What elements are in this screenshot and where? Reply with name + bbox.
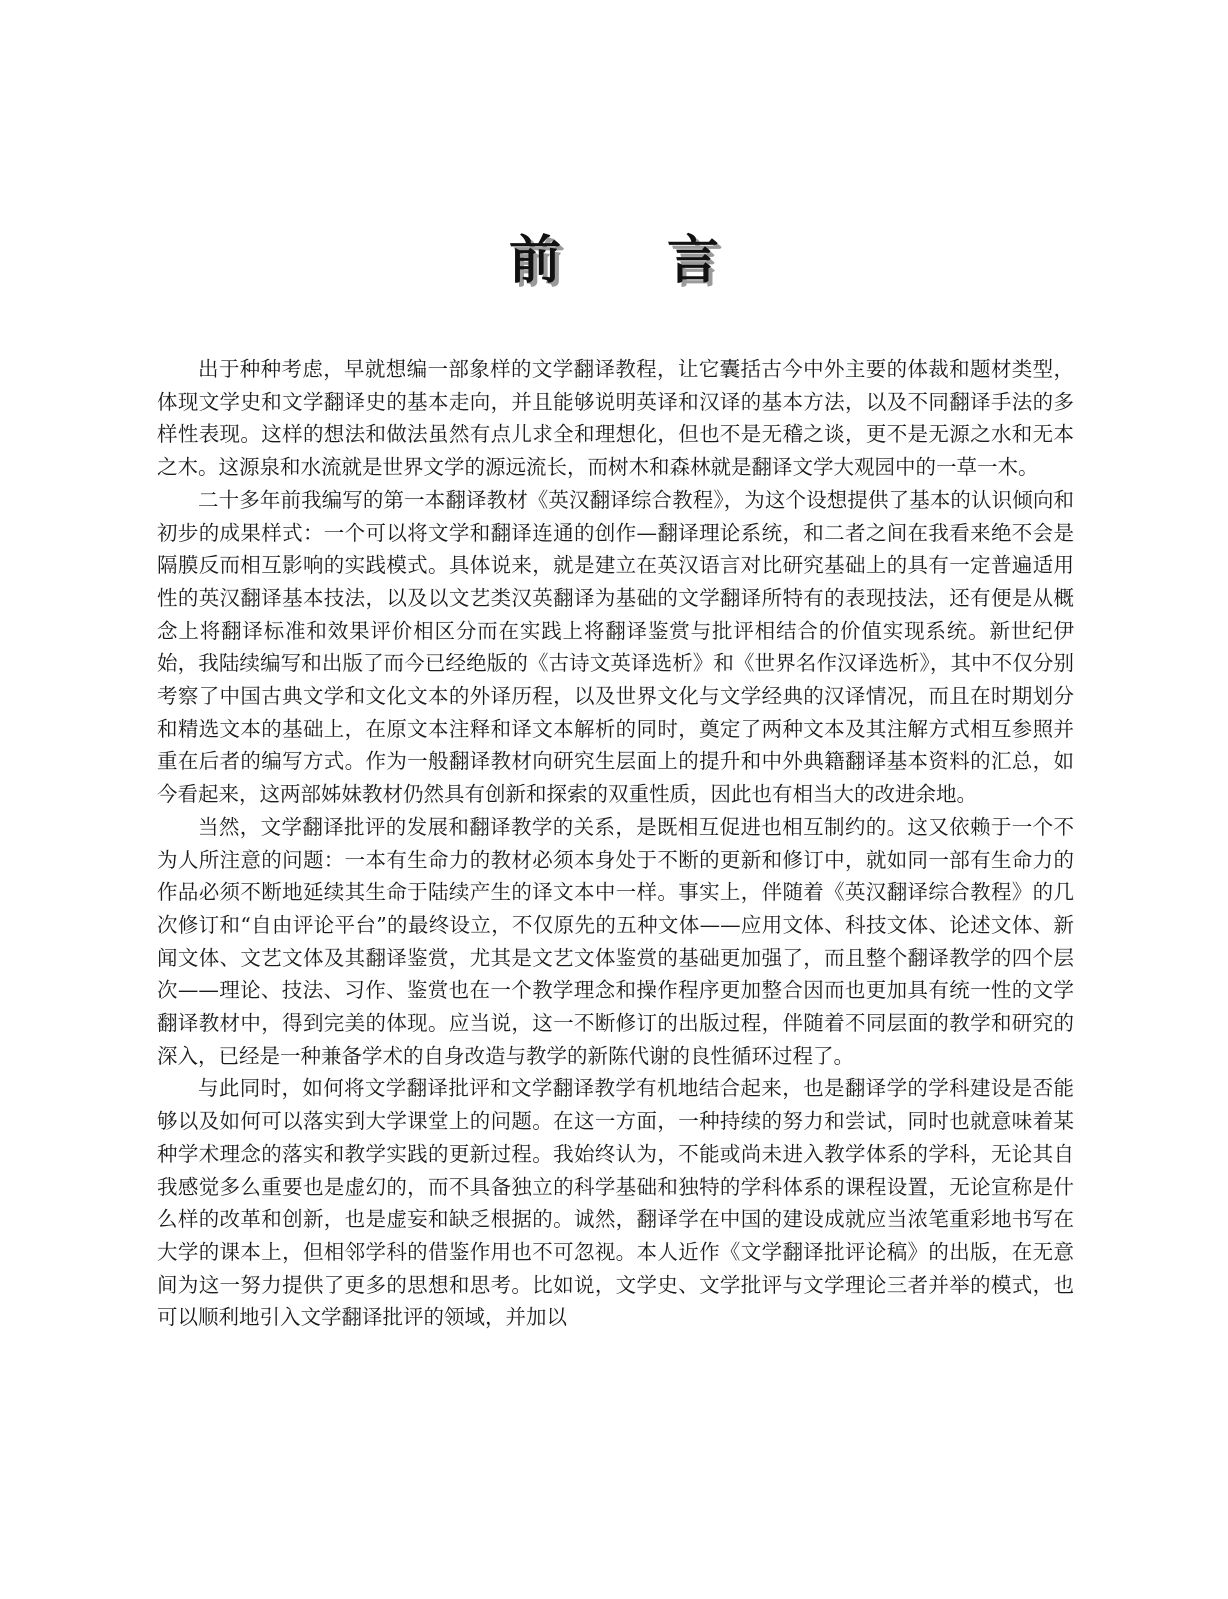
preface-body — [157, 353, 1074, 1334]
paragraph-2: 二十多年前我编写的第一本翻译教材《英汉翻译综合教程》，为这个设想提供了基本的认识倾向和初步的成果样式：一个可以将文学和翻译连通的创作—翻译理论系统，和二者之间在我看来绝不会是隔膜反而相互影响的实践模式。具体说来，就是建立在英汉语言对比研究基础上的具有一定普遍适用性的英汉翻译基本技法，以及以文艺类汉英翻译为基础的文学翻译所特有的表现技法，还有便是从概念上将翻译标准和效果评价相区分而在实践上将翻译鉴赏与批评相结合的价值实现系统。新世纪伊始，我陆续编写和出版了而今已经绝版的《古诗文英译选析》和《世界名作汉译选析》，其中不仅分别考察了中国古典文学和文化文本的外译历程，以及世界文化与文学经典的汉译情况，而且在时期划分和精选文本的基础上，在原文本注释和译文本解析的同时，奠定了两种文本及其注解方式相互参照并重在后者的编写方式。作为一般翻译教材向研究生层面上的提升和中外典籍翻译基本资料的汇总，如今看起来，这两部姊妹教材仍然具有创新和探索的双重性质，因此也有相当大的改进余地。 — [157, 487, 1074, 807]
paragraph-4: 与此同时，如何将文学翻译批评和文学翻译教学有机地结合起来，也是翻译学的学科建设是否能够以及如何可以落实到大学课堂上的问题。在这一方面，一种持续的努力和尝试，同时也就意味着某种学术理念的落实和教学实践的更新过程。我始终认为，不能或尚未进入教学体系的学科，无论其自我感觉多么重要也是虚幻的，而不具备独立的科学基础和独特的学科体系的课程设置，无论宣称是什么样的改革和创新，也是虚妄和缺乏根据的。诚然，翻译学在中国的建设成就应当浓笔重彩地书写在大学的课本上，但相邻学科的借鉴作用也不可忽视。本人近作《文学翻译批评论稿》的出版，在无意间为这一努力提供了更多的思想和思考。比如说，文学史、文学批评与文学理论三者并举的模式，也可以顺利地引入文学翻译批评的领域，并加以 — [157, 1076, 1074, 1330]
paragraph-1: 出于种种考虑，早就想编一部象样的文学翻译教程，让它囊括古今中外主要的体裁和题材类型，体现文学史和文学翻译史的基本走向，并且能够说明英译和汉译的基本方法，以及不同翻译手法的多样性表现。这样的想法和做法虽然有点儿求全和理想化，但也不是无稽之谈，更不是无源之水和无本之木。这源泉和水流就是世界文学的源远流长，而树木和森林就是翻译文学大观园中的一草一木。 — [157, 357, 1074, 480]
paragraph-3: 当然，文学翻译批评的发展和翻译教学的关系，是既相互促进也相互制约的。这又依赖于一个不为人所注意的问题：一本有生命力的教材必须本身处于不断的更新和修订中，就如同一部有生命力的作品必须不断地延续其生命于陆续产生的译文本中一样。事实上，伴随着《英汉翻译综合教程》的几次修订和“自由评论平台”的最终设立，不仅原先的五种文体——应用文体、科技文体、论述文体、新闻文体、文艺文体及其翻译鉴赏，尤其是文艺文体鉴赏的基础更加强了，而且整个翻译教学的四个层次——理论、技法、习作、鉴赏也在一个教学理念和操作程序更加整合因而也更加具有统一性的文学翻译教材中，得到完美的体现。应当说，这一不断修订的出版过程，伴随着不同层面的教学和研究的深入，已经是一种兼备学术的自身改造与教学的新陈代谢的良性循环过程了。 — [157, 814, 1074, 1068]
page-title: 前 言 — [508, 231, 764, 291]
